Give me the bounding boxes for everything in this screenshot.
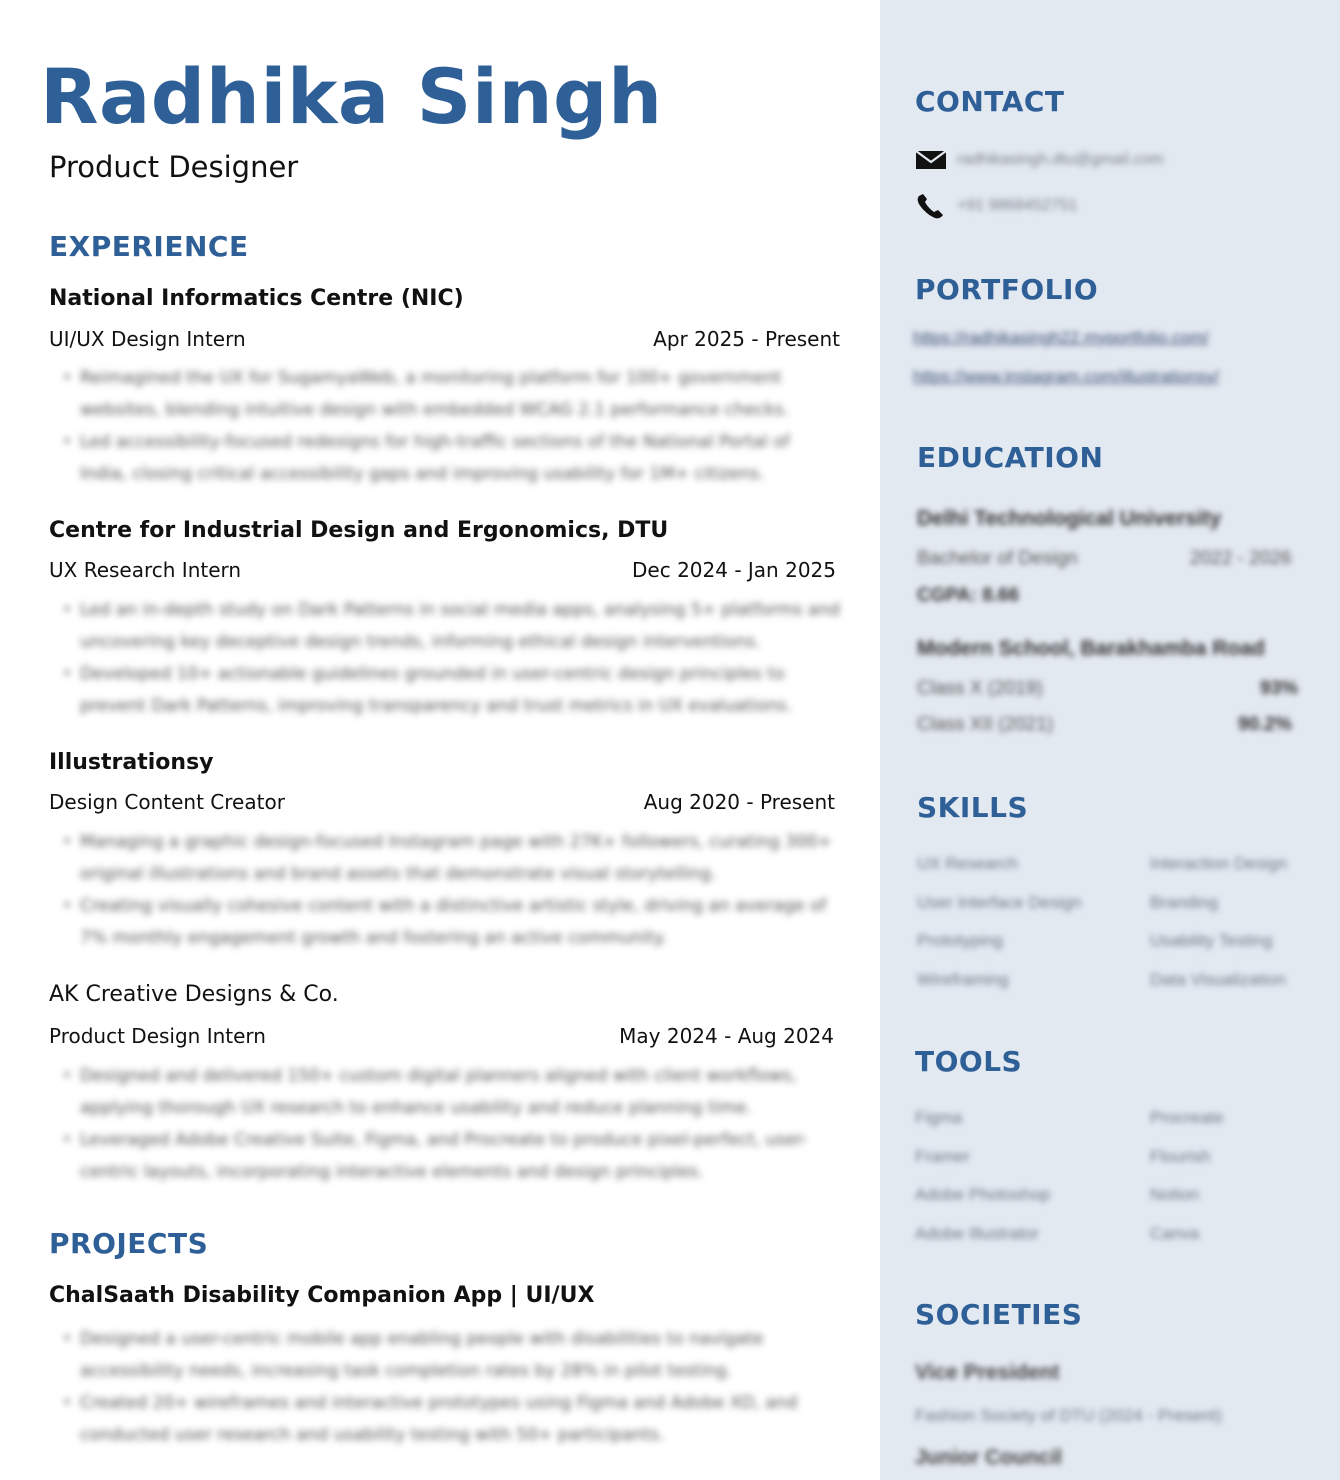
bullet-item: • Leveraged Adobe Creative Suite, Figma, and Procreate to produce pixel-perfect, user-centric layouts, incorporating interactive elements and design principles. [50,1124,840,1188]
experience-title: Design Content Creator [49,790,285,814]
bullet-item: • Led accessibility-focused redesigns for high-traffic sections of the National Portal of India, closing critical accessibility gaps and improving usability for 1M+ citizens. [50,426,840,490]
experience-org: Illustrationsy [49,750,214,775]
skill-item: Data Visualization [1150,970,1286,989]
experience-date: Dec 2024 - Jan 2025 [632,558,836,582]
skill-item: Wireframing [917,970,1009,989]
project-bullets [50,1323,840,1451]
education-class12: Class XII (2021) [917,714,1054,735]
sidebar [880,0,1340,1480]
society-role: Vice President [915,1361,1060,1384]
experience-org: AK Creative Designs & Co. [49,982,339,1007]
skill-item: User Interface Design [917,893,1082,912]
experience-bullets [50,1060,840,1188]
mail-icon [915,148,947,172]
bullet-item: • Creating visually cohesive content with a distinctive artistic style, driving an average of 7% monthly engagement growth and fostering an active community. [50,890,840,954]
tool-item: Flourish [1150,1147,1211,1166]
candidate-name: Radhika Singh [40,52,663,141]
phone-icon [915,194,947,218]
bullet-item: • Designed and delivered 150+ custom digital planners aligned with client workflows, applying thorough UX research to enhance usability and reduce planning time. [50,1060,840,1124]
tool-item: Adobe Illustrator [915,1224,1039,1243]
skill-item: Interaction Design [1150,854,1288,873]
bullet-item: • Designed a user-centric mobile app enabling people with disabilities to navigate accessibility needs, increasing task completion rates by 28% in pilot testing. [50,1323,840,1387]
education-degree: Bachelor of Design [917,548,1078,569]
tool-item: Procreate [1150,1108,1224,1127]
society-role: Junior Council [915,1446,1062,1469]
portfolio-link[interactable]: https://radhikasingh22.myportfolio.com/ [913,328,1209,347]
experience-bullets [50,826,840,954]
section-skills: SKILLS [917,791,1029,824]
education-university: Delhi Technological University [917,507,1222,530]
education-years: 2022 - 2026 [1190,548,1292,569]
experience-bullets [50,362,840,490]
bullet-item: • Created 20+ wireframes and interactive prototypes using Figma and Adobe XD, and conducted user research and usability testing with 50+ participants. [50,1387,840,1451]
section-contact: CONTACT [915,85,1065,118]
experience-bullets [50,594,840,722]
bullet-item: • Reimagined the UX for SugamyaWeb, a monitoring platform for 100+ government websites, blending intuitive design with embedded WCAG 2.1 performance checks. [50,362,840,426]
bullet-item: • Managing a graphic design-focused Instagram page with 27K+ followers, curating 300+ original illustrations and brand assets that demonstrate visual storytelling. [50,826,840,890]
skill-item: Prototyping [917,931,1003,950]
tool-item: Framer [915,1147,970,1166]
contact-email-row[interactable] [915,148,1164,172]
tool-item: Canva [1150,1224,1200,1243]
education-class10: Class X (2019) [917,678,1043,699]
tool-item: Notion [1150,1185,1200,1204]
tool-item: Adobe Photoshop [915,1185,1051,1204]
section-societies: SOCIETIES [915,1298,1083,1331]
experience-title: Product Design Intern [49,1024,266,1048]
experience-title: UI/UX Design Intern [49,327,246,351]
portfolio-link[interactable]: https://www.instagram.com/illustrationsy/ [913,367,1220,386]
education-class12-score: 90.2% [1238,714,1292,735]
skill-item: Branding [1150,893,1219,912]
skill-item: UX Research [917,854,1019,873]
section-tools: TOOLS [915,1045,1023,1078]
candidate-role: Product Designer [49,150,299,184]
experience-date: Apr 2025 - Present [653,327,840,351]
education-class10-score: 93% [1260,678,1299,699]
section-portfolio: PORTFOLIO [915,273,1099,306]
contact-email[interactable]: radhikasingh.dtu@gmail.com [957,151,1164,168]
tool-item: Figma [915,1108,963,1127]
bullet-item: • Developed 10+ actionable guidelines grounded in user-centric design principles to prevent Dark Patterns, improving transparency and trust metrics in UX evaluations. [50,658,840,722]
bullet-item: • Led an in-depth study on Dark Patterns in social media apps, analysing 5+ platforms and uncovering key deceptive design trends, informing ethical design interventions. [50,594,840,658]
skill-item: Usability Testing [1150,931,1273,950]
experience-date: May 2024 - Aug 2024 [619,1024,834,1048]
project-title: ChalSaath Disability Companion App | UI/UX [49,1283,595,1308]
section-experience: EXPERIENCE [49,230,249,263]
experience-org: Centre for Industrial Design and Ergonomics, DTU [49,518,669,543]
section-education: EDUCATION [917,441,1104,474]
experience-org: National Informatics Centre (NIC) [49,286,464,311]
experience-title: UX Research Intern [49,558,242,582]
contact-phone-row[interactable] [915,194,1078,218]
section-projects: PROJECTS [49,1227,209,1260]
education-cgpa: CGPA: 8.66 [917,585,1020,606]
society-org: Fashion Society of DTU (2024 - Present) [915,1406,1223,1425]
experience-date: Aug 2020 - Present [643,790,835,814]
contact-phone[interactable]: +91 9868452751 [957,197,1078,214]
education-school: Modern School, Barakhamba Road [917,637,1265,660]
